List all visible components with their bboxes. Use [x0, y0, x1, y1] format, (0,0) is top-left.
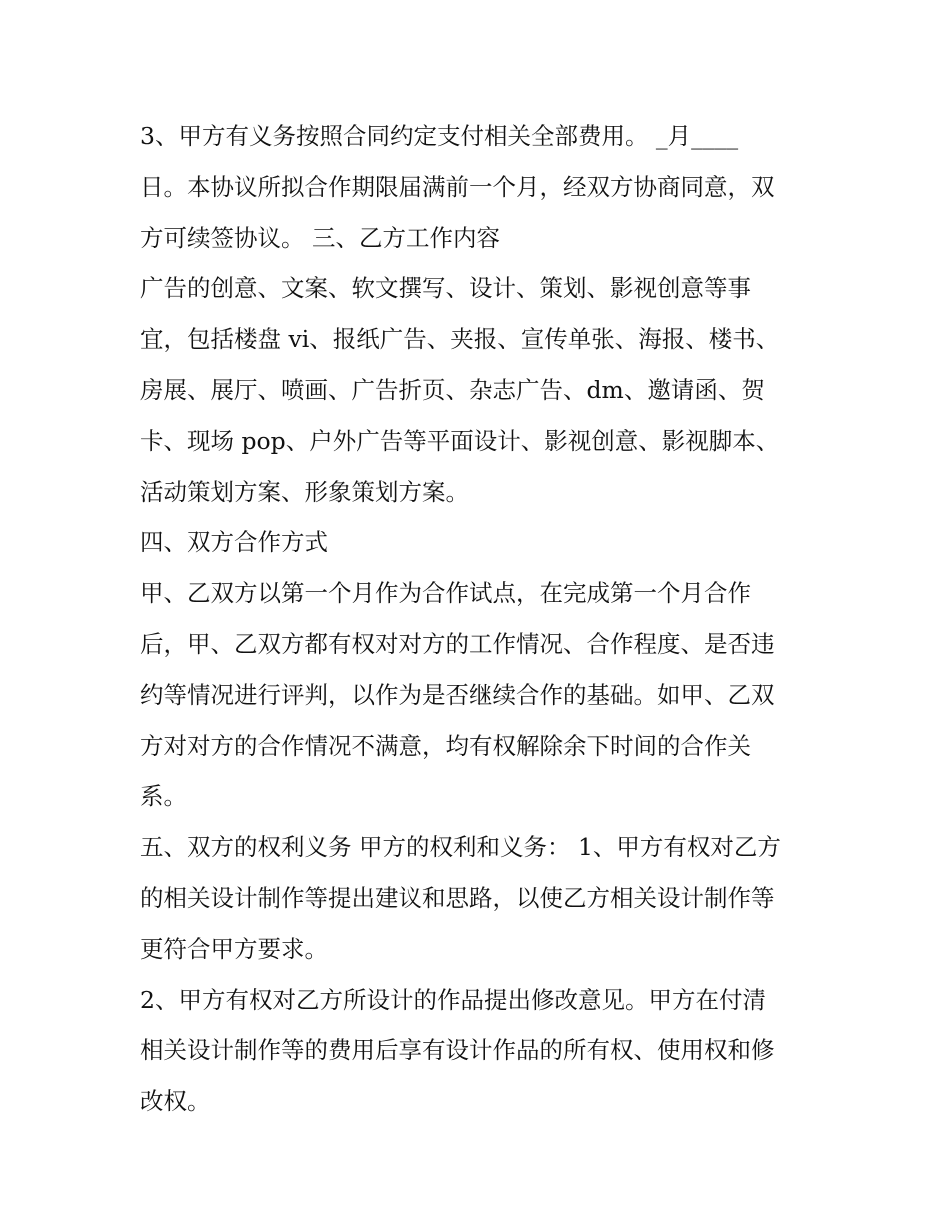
text-line-2: 日。本协议所拟合作期限届满前一个月，经双方协商同意，双	[140, 172, 775, 201]
text-line-12: 约等情况进行评判，以作为是否继续合作的基础。如甲、乙双	[140, 680, 775, 709]
text-line-7: 卡、现场 pop、户外广告等平面设计、影视创意、影视脚本、	[140, 426, 780, 455]
text-line-8: 活动策划方案、形象策划方案。	[140, 477, 469, 506]
text-line-14: 系。	[140, 782, 187, 811]
text-line-10: 甲、乙双方以第一个月作为合作试点，在完成第一个月合作	[140, 579, 751, 608]
text-line-4: 广告的创意、文案、软文撰写、设计、策划、影视创意等事	[140, 274, 751, 303]
text-line-11: 后，甲、乙双方都有权对对方的工作情况、合作程度、是否违	[140, 629, 775, 658]
text-line-15: 五、双方的权利义务 甲方的权利和义务： 1、甲方有权对乙方	[140, 833, 781, 862]
text-line-6: 房展、展厅、喷画、广告折页、杂志广告、dm、邀请函、贺	[140, 375, 765, 404]
text-line-3: 方可续签协议。 三、乙方工作内容	[140, 223, 500, 252]
text-line-5: 宜，包括楼盘 vi、报纸广告、夹报、宣传单张、海报、楼书、	[140, 325, 780, 354]
text-line-13: 方对对方的合作情况不满意，均有权解除余下时间的合作关	[140, 731, 751, 760]
text-line-17: 更符合甲方要求。	[140, 934, 328, 963]
text-line-16: 的相关设计制作等提出建议和思路，以使乙方相关设计制作等	[140, 883, 775, 912]
section-heading-4: 四、双方合作方式	[140, 528, 328, 557]
text-line-18: 2、甲方有权对乙方所设计的作品提出修改意见。甲方在付清	[140, 985, 766, 1014]
text-line-19: 相关设计制作等的费用后享有设计作品的所有权、使用权和修	[140, 1036, 775, 1065]
text-line-20: 改权。	[140, 1087, 211, 1116]
text-line-1: 3、甲方有义务按照合同约定支付相关全部费用。 _月____	[140, 122, 739, 150]
